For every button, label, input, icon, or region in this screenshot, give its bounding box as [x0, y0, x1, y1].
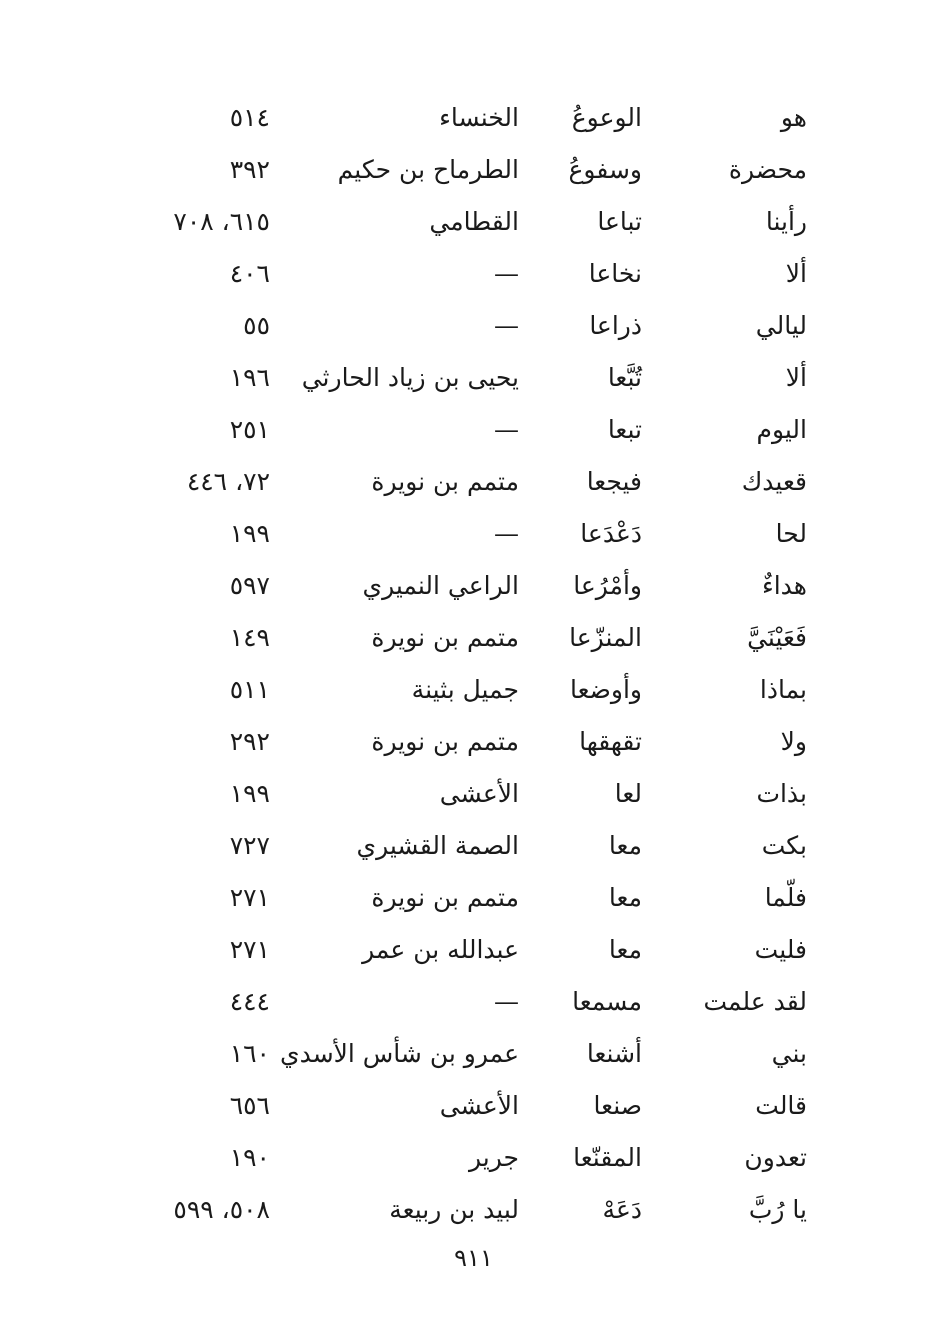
page-refs: ١٩٦ [229, 363, 270, 392]
page-refs: ٧٢٧ [229, 831, 270, 860]
poet-name: جميل بثينة [411, 675, 519, 704]
page-refs: ١٦٠ [229, 1039, 270, 1068]
index-row [0, 300, 947, 352]
index-row [0, 456, 947, 508]
page-number: ٩١١ [454, 1244, 493, 1272]
first-word: فليت [754, 935, 807, 964]
index-row [0, 92, 947, 144]
page-refs: ٥١١ [229, 675, 270, 704]
page-refs: ١٩٩ [229, 779, 270, 808]
index-row [0, 1080, 947, 1132]
poet-name: — [494, 311, 519, 340]
rhyme-word: صنعا [593, 1091, 642, 1120]
index-row [0, 404, 947, 456]
poet-name: يحيى بن زياد الحارثي [301, 363, 519, 392]
rhyme-word: تبعا [607, 415, 642, 444]
first-word: فلّما [764, 883, 807, 912]
index-row [0, 1028, 947, 1080]
index-row [0, 352, 947, 404]
rhyme-word: تباعا [597, 207, 642, 236]
poet-name: متمم بن نويرة [371, 727, 519, 756]
index-row [0, 664, 947, 716]
rhyme-word: وسفوعُ [568, 155, 642, 184]
first-word: ألا [785, 363, 807, 392]
first-word: ليالي [755, 311, 807, 340]
first-word: ألا [785, 259, 807, 288]
rhyme-word: نخاعا [588, 259, 642, 288]
poet-name: الخنساء [439, 103, 519, 132]
page-refs: ٢٥١ [229, 415, 270, 444]
rhyme-word: دَعَهْ [602, 1195, 642, 1224]
poet-name: القطامي [429, 207, 519, 236]
poet-name: الأعشى [439, 779, 519, 808]
first-word: بماذا [759, 675, 807, 704]
index-row [0, 560, 947, 612]
index-row [0, 612, 947, 664]
page-refs: ٥٩٧ [229, 571, 270, 600]
page-refs: ١٩٠ [229, 1143, 270, 1172]
poet-name: عبدالله بن عمر [362, 935, 519, 964]
rhyme-word: الوعوعُ [571, 103, 642, 132]
poet-name: متمم بن نويرة [371, 623, 519, 652]
page-refs: ١٤٩ [229, 623, 270, 652]
page-refs: ٥٥ [243, 311, 270, 340]
rhyme-word: أشنعا [586, 1039, 642, 1068]
first-word: رأينا [765, 207, 807, 236]
rhyme-word: تُبَّعا [607, 363, 642, 392]
index-row [0, 144, 947, 196]
page-refs: ٣٩٢ [229, 155, 270, 184]
poet-name: لبيد بن ربيعة [389, 1195, 519, 1224]
index-row [0, 248, 947, 300]
page-refs: ٥١٤ [229, 103, 270, 132]
first-word: بكت [761, 831, 807, 860]
first-word: محضرة [728, 155, 807, 184]
poet-name: متمم بن نويرة [371, 883, 519, 912]
rhyme-word: المنزّعا [569, 623, 642, 652]
index-row [0, 716, 947, 768]
poet-name: الطرماح بن حكيم [337, 155, 519, 184]
rhyme-word: وأوضعا [570, 675, 642, 704]
rhyme-word: المقنّعا [573, 1143, 642, 1172]
rhyme-word: تقهقها [579, 727, 642, 756]
page-refs: ٤٤٤ [229, 987, 270, 1016]
poet-name: — [494, 259, 519, 288]
index-row [0, 924, 947, 976]
poet-name: الراعي النميري [362, 571, 519, 600]
index-row [0, 872, 947, 924]
page-refs: ٢٧١ [229, 935, 270, 964]
page-refs: ٧٢، ٤٤٦ [186, 467, 270, 496]
first-word: اليوم [756, 415, 807, 444]
index-row [0, 976, 947, 1028]
index-row [0, 196, 947, 248]
index-row [0, 508, 947, 560]
poet-name: — [494, 519, 519, 548]
poet-name: — [494, 415, 519, 444]
rhyme-word: مسمعا [572, 987, 642, 1016]
page-refs: ٢٧١ [229, 883, 270, 912]
rhyme-word: معا [608, 883, 642, 912]
poet-name: — [494, 987, 519, 1016]
page-refs: ٦٥٦ [229, 1091, 270, 1120]
page-refs: ٤٠٦ [229, 259, 270, 288]
index-row [0, 820, 947, 872]
poet-name: الأعشى [439, 1091, 519, 1120]
index-table [0, 92, 947, 1236]
rhyme-word: معا [608, 831, 642, 860]
first-word: لقد علمت [703, 987, 807, 1016]
page-refs: ٢٩٢ [229, 727, 270, 756]
poet-name: متمم بن نويرة [371, 467, 519, 496]
index-row [0, 768, 947, 820]
poet-name: عمرو بن شأس الأسدي [280, 1039, 519, 1068]
first-word: تعدون [744, 1143, 807, 1172]
first-word: لحا [775, 519, 807, 548]
rhyme-word: دَعْدَعا [580, 519, 642, 548]
rhyme-word: فيجعا [586, 467, 642, 496]
first-word: بني [771, 1039, 807, 1068]
index-row [0, 1132, 947, 1184]
poet-name: جرير [469, 1143, 519, 1172]
first-word: يا رُبَّ [748, 1195, 807, 1224]
page-refs: ٥٠٨، ٥٩٩ [173, 1195, 270, 1224]
first-word: قعيدك [741, 467, 807, 496]
rhyme-word: معا [608, 935, 642, 964]
rhyme-word: وأمْرُعا [573, 571, 642, 600]
poet-name: الصمة القشيري [356, 831, 519, 860]
page-refs: ١٩٩ [229, 519, 270, 548]
first-word: ولا [780, 727, 807, 756]
index-row [0, 1184, 947, 1236]
first-word: فَعَيْنَيَّ [747, 623, 807, 652]
first-word: قالت [755, 1091, 807, 1120]
rhyme-word: لعا [614, 779, 642, 808]
page-refs: ٦١٥، ٧٠٨ [173, 207, 270, 236]
first-word: هداءٌ [761, 571, 807, 600]
first-word: بذات [756, 779, 807, 808]
first-word: هو [780, 103, 807, 132]
rhyme-word: ذراعا [589, 311, 642, 340]
